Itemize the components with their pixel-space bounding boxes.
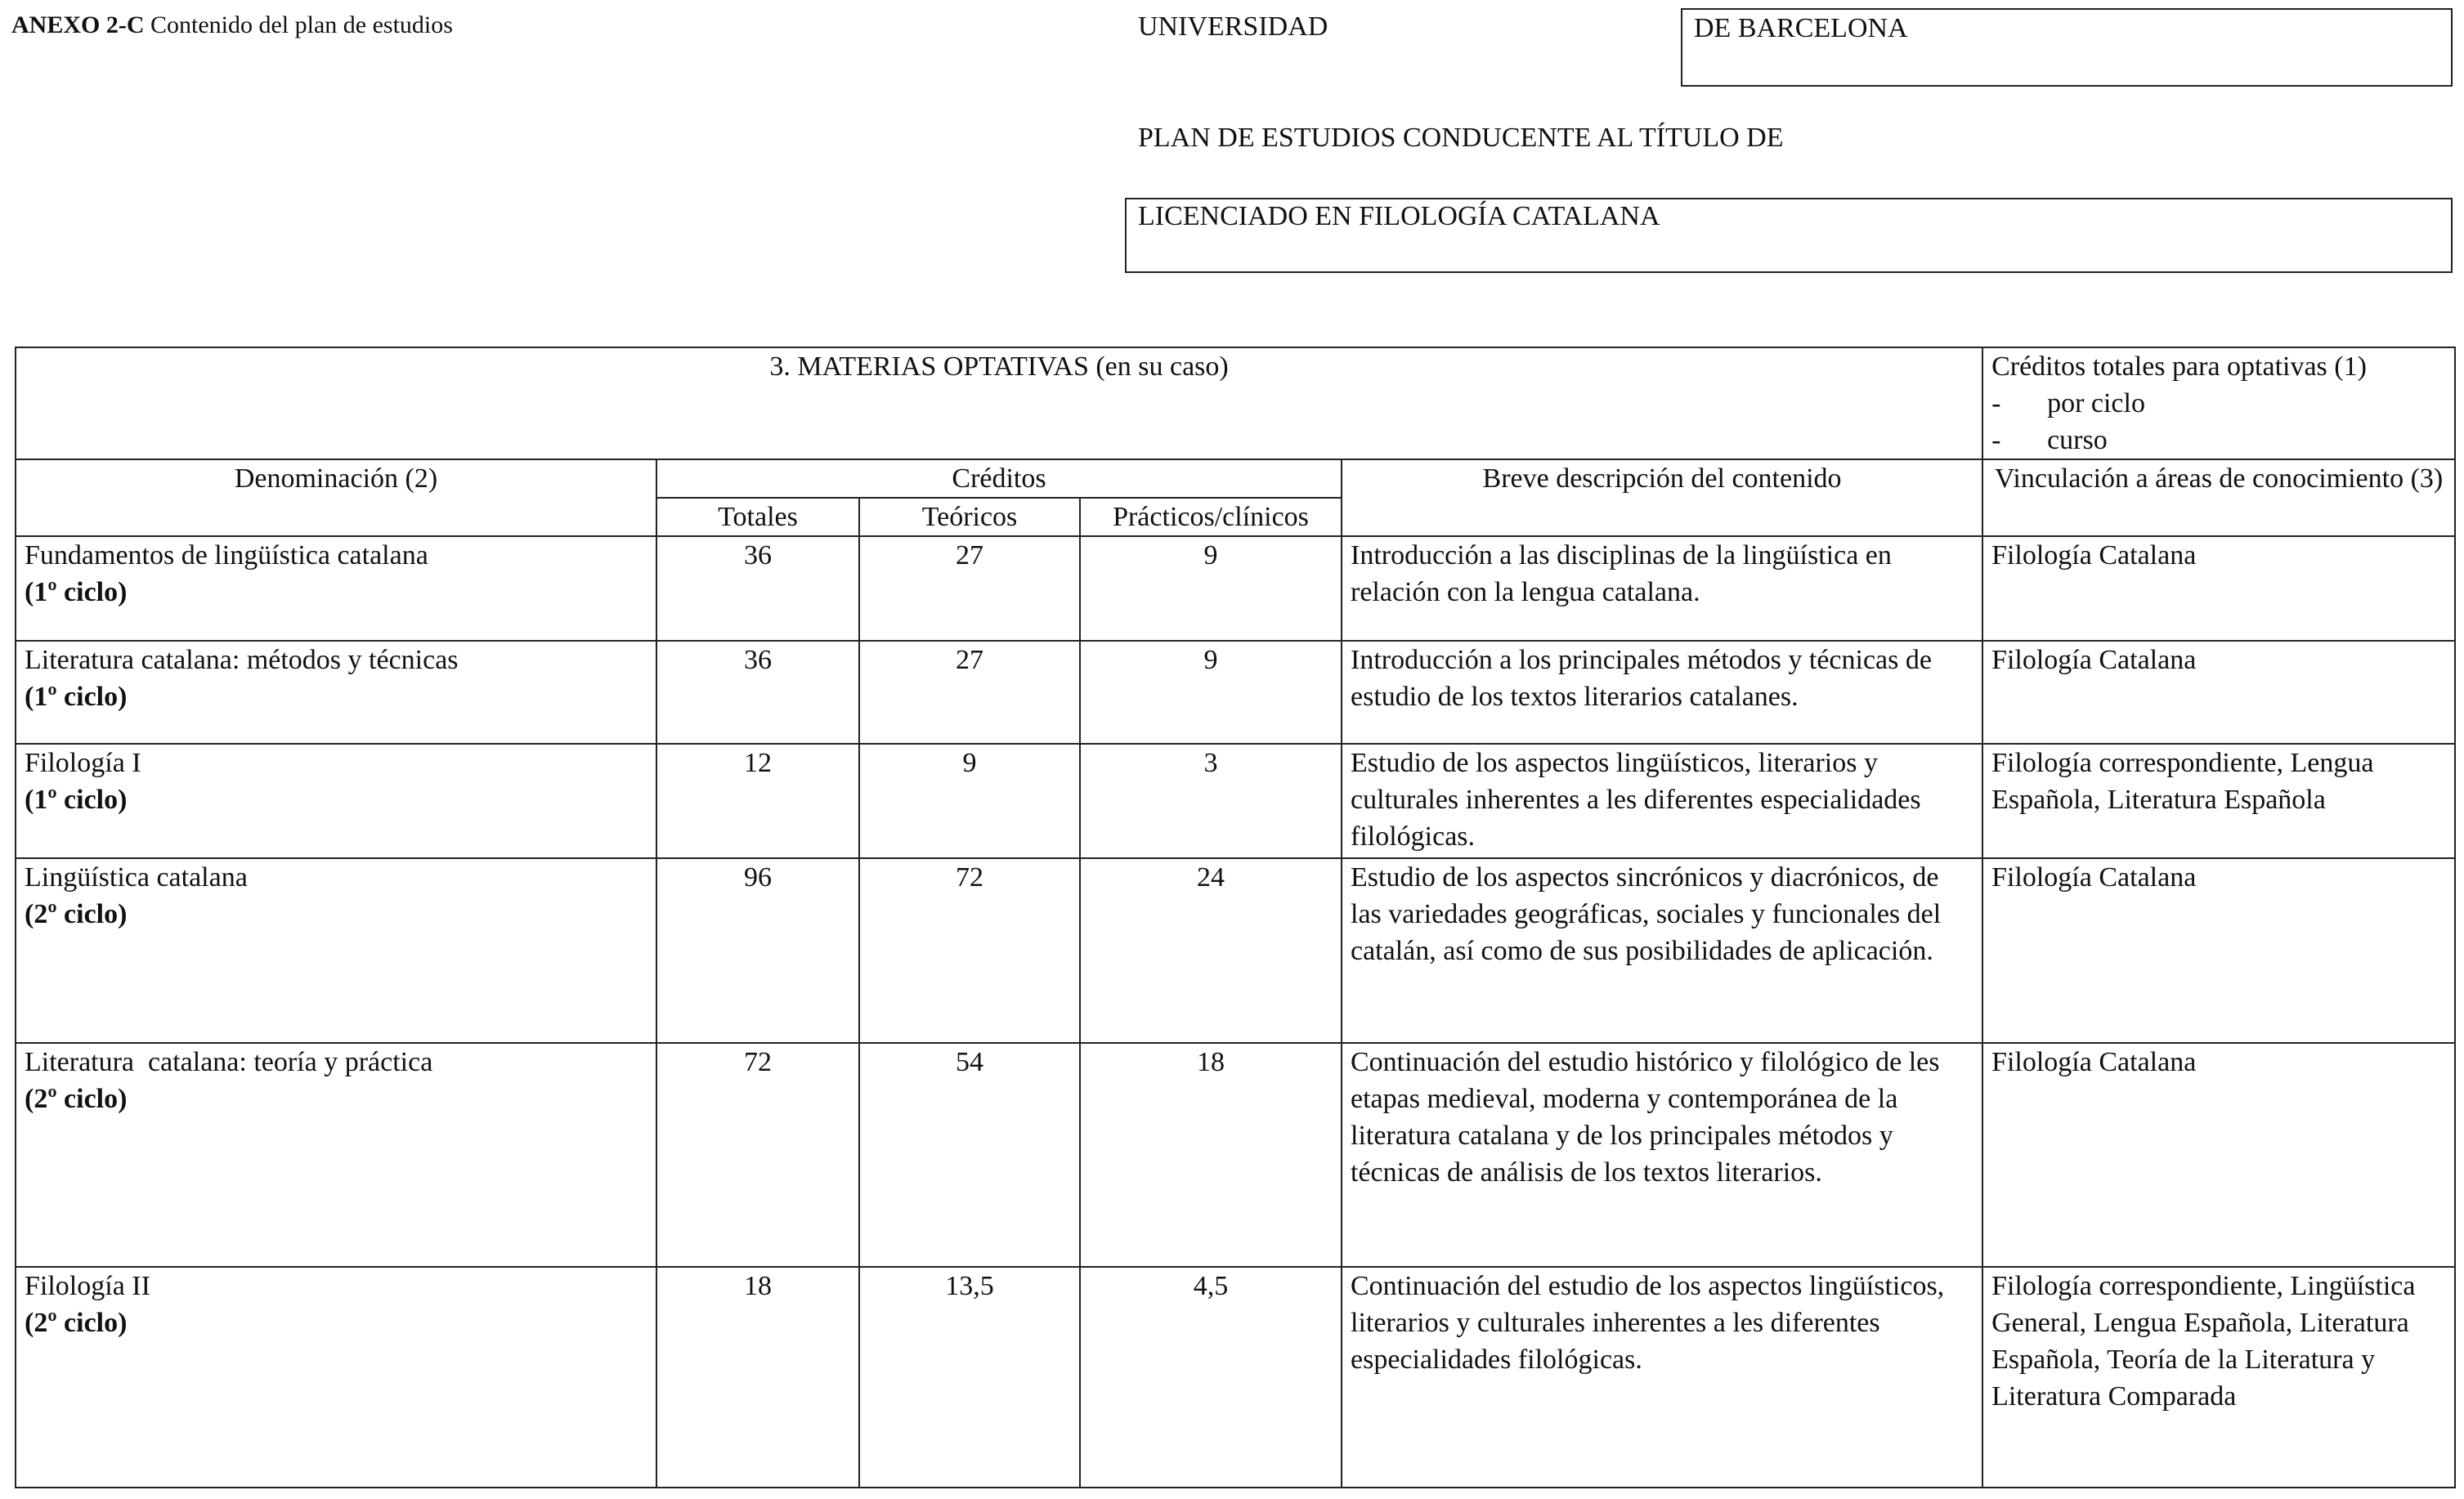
subject-name: Fundamentos de lingüística catalana	[25, 540, 428, 571]
knowledge-area: Filología Catalana	[1982, 1043, 2455, 1267]
knowledge-area: Filología correspondiente, Lengua Española, Literatura Española	[1982, 744, 2455, 858]
section-title: 3. MATERIAS OPTATIVAS (en su caso)	[16, 347, 1982, 459]
optional-credits-title: Créditos totales para optativas (1)	[1991, 351, 2367, 382]
optional-credits-line-1: - por ciclo	[1991, 388, 2145, 418]
optional-credits-line-2: - curso	[1991, 425, 2108, 455]
credits-theory: 9	[859, 744, 1080, 858]
header-teoricos: Teóricos	[859, 498, 1080, 536]
header-vinculacion: Vinculación a áreas de conocimiento (3)	[1982, 459, 2455, 536]
subject-name: Lingüística catalana	[25, 862, 248, 893]
university-label: UNIVERSIDAD	[1138, 11, 1328, 42]
header-creditos: Créditos	[656, 459, 1342, 498]
annex-heading	[11, 11, 453, 39]
table-title-row	[16, 347, 2455, 459]
table-row	[16, 858, 2455, 1043]
subject-cycle: (2º ciclo)	[25, 899, 128, 929]
knowledge-area: Filología Catalana	[1982, 641, 2455, 744]
header-practicos: Prácticos/clínicos	[1080, 498, 1342, 536]
subject-name: Filología II	[25, 1271, 150, 1301]
annex-code: ANEXO 2-C	[11, 11, 145, 38]
table-row	[16, 1267, 2455, 1488]
credits-theory: 27	[859, 536, 1080, 641]
credits-practice: 9	[1080, 536, 1342, 641]
subject-cycle: (1º ciclo)	[25, 785, 128, 815]
credits-total: 12	[656, 744, 859, 858]
knowledge-area: Filología Catalana	[1982, 858, 2455, 1043]
credits-practice: 3	[1080, 744, 1342, 858]
credits-practice: 24	[1080, 858, 1342, 1043]
annex-title: Contenido del plan de estudios	[150, 11, 453, 38]
subject-description: Introducción a los principales métodos y técnicas de estudio de los textos literarios catalanes.	[1342, 641, 1982, 744]
table-row	[16, 641, 2455, 744]
university-name-box: DE BARCELONA	[1681, 8, 2453, 87]
subject-name-cell	[16, 1043, 656, 1267]
knowledge-area: Filología correspondiente, Lingüística General, Lengua Española, Literatura Española, Teoría de la Literatura y Literatura Comparada	[1982, 1267, 2455, 1488]
credits-total: 36	[656, 641, 859, 744]
header-denominacion: Denominación (2)	[16, 459, 656, 536]
table-row	[16, 536, 2455, 641]
subject-description: Introducción a las disciplinas de la lingüística en relación con la lengua catalana.	[1342, 536, 1982, 641]
credits-practice: 18	[1080, 1043, 1342, 1267]
credits-total: 18	[656, 1267, 859, 1488]
subject-name: Literatura catalana: teoría y práctica	[25, 1047, 433, 1077]
optional-credits-cell	[1982, 347, 2455, 459]
credits-theory: 54	[859, 1043, 1080, 1267]
subject-cycle: (1º ciclo)	[25, 682, 128, 712]
credits-total: 72	[656, 1043, 859, 1267]
table-row	[16, 1043, 2455, 1267]
subject-cycle: (2º ciclo)	[25, 1308, 128, 1338]
subject-name-cell	[16, 641, 656, 744]
subject-cycle: (1º ciclo)	[25, 577, 128, 607]
subject-name-cell	[16, 858, 656, 1043]
subject-description: Continuación del estudio de los aspectos lingüísticos, literarios y culturales inherentes a les diferentes especialidades filológicas.	[1342, 1267, 1982, 1488]
credits-theory: 13,5	[859, 1267, 1080, 1488]
credits-total: 96	[656, 858, 859, 1043]
credits-practice: 9	[1080, 641, 1342, 744]
optional-subjects-table	[15, 347, 2456, 1488]
knowledge-area: Filología Catalana	[1982, 536, 2455, 641]
credits-theory: 27	[859, 641, 1080, 744]
subject-name: Filología I	[25, 748, 141, 778]
subject-name-cell	[16, 744, 656, 858]
credits-theory: 72	[859, 858, 1080, 1043]
table-row	[16, 744, 2455, 858]
plan-label: PLAN DE ESTUDIOS CONDUCENTE AL TÍTULO DE	[1138, 123, 1784, 153]
header-row-1	[16, 459, 2455, 498]
subject-description: Estudio de los aspectos sincrónicos y diacrónicos, de las variedades geográficas, sociales y funcionales del catalán, así como de sus posibilidades de aplicación.	[1342, 858, 1982, 1043]
subject-description: Continuación del estudio histórico y filológico de les etapas medieval, moderna y contemporánea de la literatura catalana y de los principales métodos y técnicas de análisis de los textos literarios.	[1342, 1043, 1982, 1267]
subject-name: Literatura catalana: métodos y técnicas	[25, 645, 459, 675]
subject-cycle: (2º ciclo)	[25, 1084, 128, 1114]
subject-description: Estudio de los aspectos lingüísticos, literarios y culturales inherentes a les diferentes especialidades filológicas.	[1342, 744, 1982, 858]
degree-title-box: LICENCIADO EN FILOLOGÍA CATALANA	[1125, 198, 2453, 273]
header-totales: Totales	[656, 498, 859, 536]
credits-total: 36	[656, 536, 859, 641]
credits-practice: 4,5	[1080, 1267, 1342, 1488]
subject-name-cell	[16, 1267, 656, 1488]
subject-name-cell	[16, 536, 656, 641]
header-descripcion: Breve descripción del contenido	[1342, 459, 1982, 536]
